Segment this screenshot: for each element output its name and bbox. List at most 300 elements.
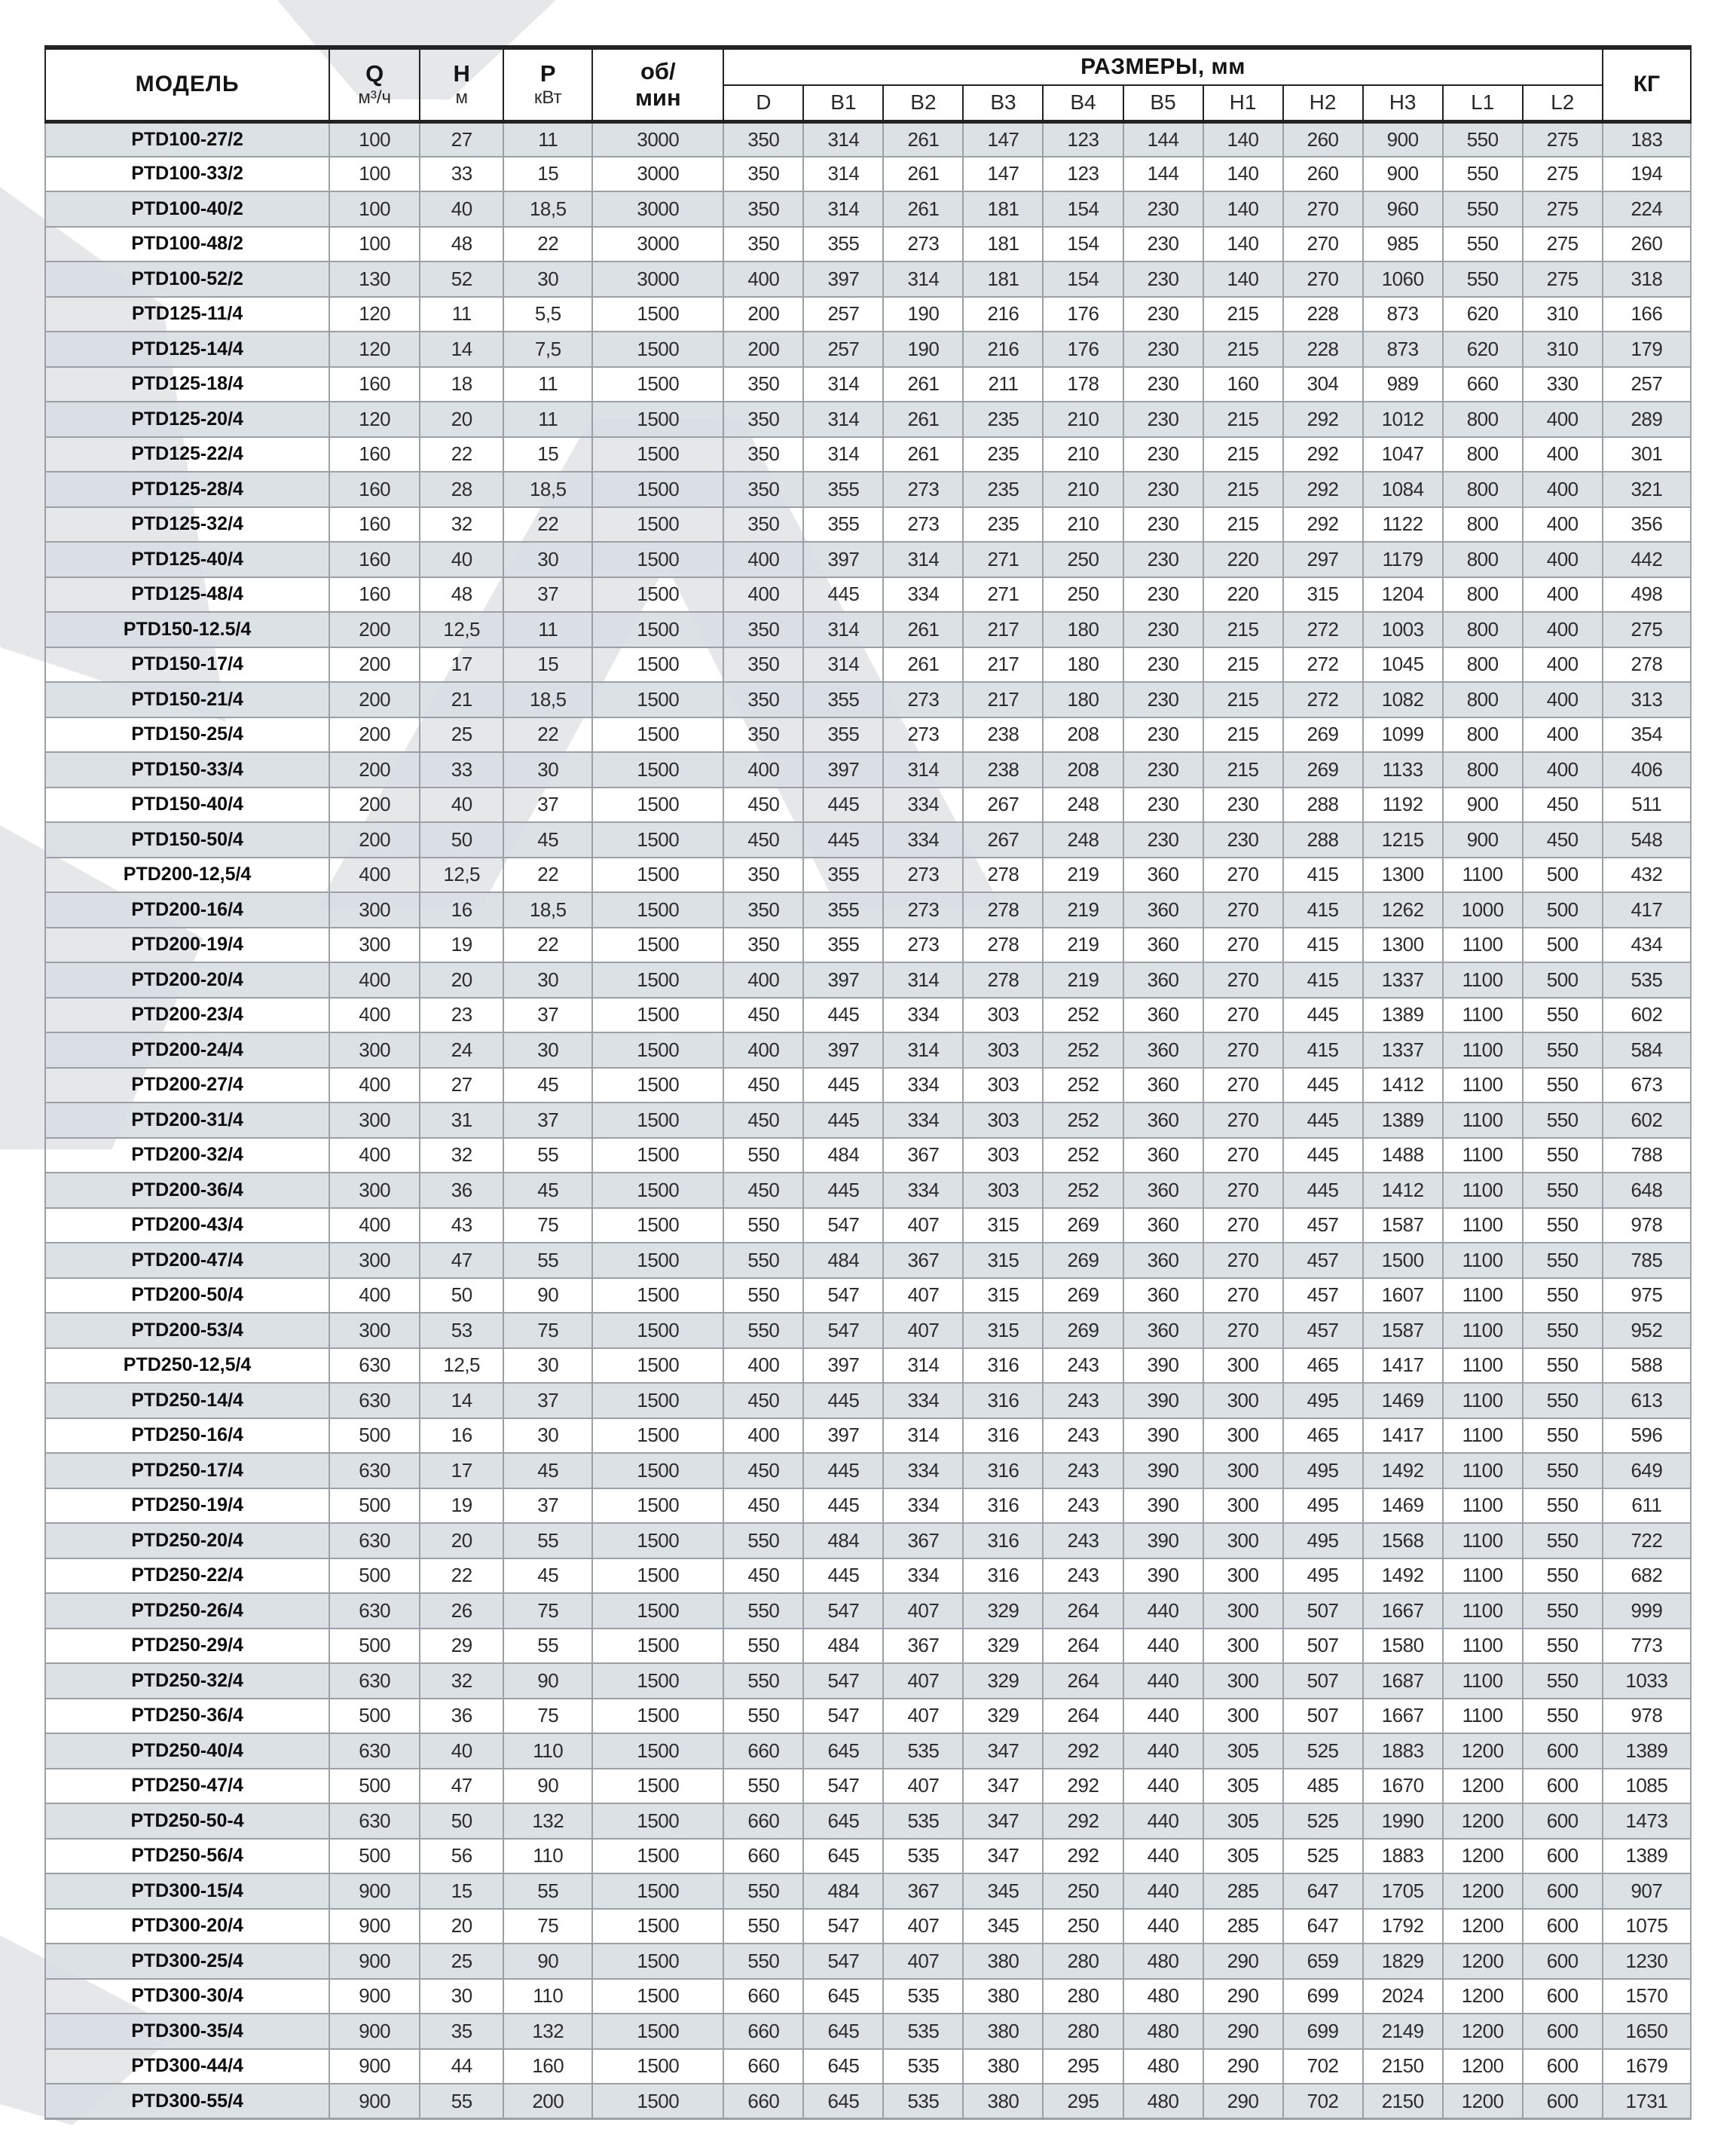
value-cell: 252 <box>1043 1138 1123 1173</box>
value-cell: 550 <box>1523 1348 1603 1384</box>
value-cell: 305 <box>1203 1733 1283 1769</box>
value-cell: 75 <box>503 1699 592 1734</box>
value-cell: 440 <box>1123 1909 1203 1944</box>
model-cell: PTD300-15/4 <box>45 1873 329 1909</box>
model-cell: PTD150-33/4 <box>45 752 329 788</box>
value-cell: 35 <box>420 2014 503 2049</box>
value-cell: 55 <box>503 1523 592 1558</box>
value-cell: 1100 <box>1443 1348 1523 1384</box>
value-cell: 285 <box>1203 1909 1283 1944</box>
value-cell: 300 <box>1203 1629 1283 1664</box>
value-cell: 613 <box>1603 1383 1691 1418</box>
value-cell: 216 <box>963 297 1043 332</box>
value-cell: 37 <box>503 788 592 823</box>
model-cell: PTD200-27/4 <box>45 1068 329 1103</box>
value-cell: 300 <box>1203 1453 1283 1488</box>
table-row <box>45 437 1691 473</box>
value-cell: 211 <box>963 367 1043 402</box>
value-cell: 292 <box>1043 1839 1123 1874</box>
value-cell: 999 <box>1603 1593 1691 1629</box>
value-cell: 550 <box>723 1278 803 1314</box>
value-cell: 550 <box>723 1138 803 1173</box>
value-cell: 535 <box>883 2014 963 2049</box>
value-cell: 230 <box>1123 788 1203 823</box>
value-cell: 350 <box>723 191 803 227</box>
q-label: Q <box>365 60 384 87</box>
value-cell: 334 <box>883 1383 963 1418</box>
value-cell: 800 <box>1443 402 1523 437</box>
value-cell: 334 <box>883 788 963 823</box>
value-cell: 22 <box>503 507 592 543</box>
value-cell: 1570 <box>1603 1979 1691 2014</box>
value-cell: 648 <box>1603 1173 1691 1208</box>
table-row <box>45 928 1691 963</box>
value-cell: 722 <box>1603 1523 1691 1558</box>
value-cell: 292 <box>1283 402 1363 437</box>
value-cell: 800 <box>1443 752 1523 788</box>
value-cell: 75 <box>503 1313 592 1348</box>
value-cell: 90 <box>503 1278 592 1314</box>
value-cell: 270 <box>1203 1278 1283 1314</box>
value-cell: 200 <box>329 612 420 647</box>
value-cell: 380 <box>963 1944 1043 1979</box>
value-cell: 248 <box>1043 822 1123 858</box>
value-cell: 550 <box>723 1909 803 1944</box>
value-cell: 600 <box>1523 1944 1603 1979</box>
value-cell: 20 <box>420 962 503 998</box>
model-cell: PTD250-26/4 <box>45 1593 329 1629</box>
value-cell: 140 <box>1203 157 1283 192</box>
value-cell: 270 <box>1203 928 1283 963</box>
value-cell: 547 <box>803 1208 883 1243</box>
value-cell: 445 <box>803 788 883 823</box>
value-cell: 215 <box>1203 472 1283 507</box>
value-cell: 230 <box>1123 402 1203 437</box>
value-cell: 550 <box>1523 1068 1603 1103</box>
value-cell: 660 <box>723 2014 803 2049</box>
value-cell: 550 <box>1523 1629 1603 1664</box>
value-cell: 550 <box>1443 157 1523 192</box>
value-cell: 350 <box>723 472 803 507</box>
value-cell: 270 <box>1203 1313 1283 1348</box>
value-cell: 367 <box>883 1523 963 1558</box>
value-cell: 432 <box>1603 858 1691 893</box>
value-cell: 347 <box>963 1839 1043 1874</box>
value-cell: 1417 <box>1363 1418 1443 1454</box>
value-cell: 550 <box>1523 1243 1603 1278</box>
value-cell: 315 <box>963 1278 1043 1314</box>
value-cell: 354 <box>1603 717 1691 753</box>
value-cell: 14 <box>420 332 503 367</box>
value-cell: 292 <box>1043 1803 1123 1839</box>
value-cell: 1262 <box>1363 892 1443 928</box>
q-unit: м³/ч <box>358 87 392 108</box>
value-cell: 600 <box>1523 1979 1603 2014</box>
value-cell: 407 <box>883 1278 963 1314</box>
table-row <box>45 752 1691 788</box>
model-cell: PTD200-20/4 <box>45 962 329 998</box>
value-cell: 273 <box>883 717 963 753</box>
value-cell: 548 <box>1603 822 1691 858</box>
value-cell: 500 <box>329 1488 420 1524</box>
value-cell: 230 <box>1203 822 1283 858</box>
value-cell: 200 <box>329 717 420 753</box>
value-cell: 314 <box>803 612 883 647</box>
value-cell: 260 <box>1283 157 1363 192</box>
value-cell: 252 <box>1043 998 1123 1033</box>
value-cell: 275 <box>1523 261 1603 297</box>
value-cell: 900 <box>1443 788 1523 823</box>
value-cell: 2149 <box>1363 2014 1443 2049</box>
value-cell: 48 <box>420 227 503 262</box>
col-header-model: МОДЕЛЬ <box>45 47 329 121</box>
value-cell: 1687 <box>1363 1663 1443 1699</box>
value-cell: 350 <box>723 647 803 683</box>
model-cell: PTD125-11/4 <box>45 297 329 332</box>
value-cell: 315 <box>963 1313 1043 1348</box>
value-cell: 400 <box>1523 437 1603 473</box>
value-cell: 316 <box>963 1383 1043 1418</box>
value-cell: 238 <box>963 717 1043 753</box>
value-cell: 465 <box>1283 1348 1363 1384</box>
value-cell: 1085 <box>1603 1769 1691 1804</box>
value-cell: 480 <box>1123 2014 1203 2049</box>
value-cell: 183 <box>1603 121 1691 157</box>
value-cell: 314 <box>883 1418 963 1454</box>
value-cell: 355 <box>803 858 883 893</box>
value-cell: 1000 <box>1443 892 1523 928</box>
value-cell: 485 <box>1283 1769 1363 1804</box>
value-cell: 270 <box>1203 858 1283 893</box>
model-cell: PTD250-36/4 <box>45 1699 329 1734</box>
value-cell: 602 <box>1603 998 1691 1033</box>
value-cell: 1731 <box>1603 2084 1691 2119</box>
value-cell: 550 <box>1523 1558 1603 1594</box>
value-cell: 1705 <box>1363 1873 1443 1909</box>
table-row <box>45 261 1691 297</box>
table-row <box>45 1383 1691 1418</box>
value-cell: 630 <box>329 1383 420 1418</box>
table-row <box>45 1173 1691 1208</box>
model-cell: PTD200-31/4 <box>45 1103 329 1138</box>
value-cell: 630 <box>329 1803 420 1839</box>
value-cell: 440 <box>1123 1733 1203 1769</box>
value-cell: 484 <box>803 1243 883 1278</box>
value-cell: 303 <box>963 1032 1043 1068</box>
value-cell: 400 <box>1523 647 1603 683</box>
value-cell: 243 <box>1043 1453 1123 1488</box>
value-cell: 1500 <box>592 1558 723 1594</box>
model-cell: PTD125-22/4 <box>45 437 329 473</box>
value-cell: 630 <box>329 1523 420 1558</box>
value-cell: 1500 <box>592 1803 723 1839</box>
value-cell: 550 <box>1523 1278 1603 1314</box>
value-cell: 400 <box>723 1418 803 1454</box>
value-cell: 1179 <box>1363 542 1443 577</box>
value-cell: 11 <box>503 402 592 437</box>
value-cell: 550 <box>1523 1488 1603 1524</box>
value-cell: 210 <box>1043 472 1123 507</box>
value-cell: 147 <box>963 157 1043 192</box>
value-cell: 1500 <box>592 1173 723 1208</box>
value-cell: 303 <box>963 1068 1043 1103</box>
value-cell: 1100 <box>1443 1278 1523 1314</box>
value-cell: 1200 <box>1443 1944 1523 1979</box>
value-cell: 50 <box>420 822 503 858</box>
value-cell: 445 <box>803 1488 883 1524</box>
value-cell: 1082 <box>1363 682 1443 717</box>
value-cell: 788 <box>1603 1138 1691 1173</box>
value-cell: 275 <box>1523 121 1603 157</box>
model-cell: PTD150-17/4 <box>45 647 329 683</box>
value-cell: 647 <box>1283 1873 1363 1909</box>
value-cell: 699 <box>1283 2014 1363 2049</box>
value-cell: 500 <box>329 1558 420 1594</box>
value-cell: 1100 <box>1443 1453 1523 1488</box>
value-cell: 1100 <box>1443 1103 1523 1138</box>
value-cell: 2150 <box>1363 2084 1443 2119</box>
col-header-l2: L2 <box>1523 85 1603 121</box>
value-cell: 397 <box>803 1418 883 1454</box>
value-cell: 273 <box>883 858 963 893</box>
value-cell: 215 <box>1203 647 1283 683</box>
value-cell: 23 <box>420 998 503 1033</box>
value-cell: 30 <box>503 1348 592 1384</box>
value-cell: 347 <box>963 1769 1043 1804</box>
value-cell: 356 <box>1603 507 1691 543</box>
value-cell: 215 <box>1203 682 1283 717</box>
value-cell: 3000 <box>592 227 723 262</box>
value-cell: 269 <box>1043 1313 1123 1348</box>
value-cell: 269 <box>1043 1208 1123 1243</box>
value-cell: 28 <box>420 472 503 507</box>
model-cell: PTD250-19/4 <box>45 1488 329 1524</box>
value-cell: 90 <box>503 1663 592 1699</box>
value-cell: 270 <box>1283 227 1363 262</box>
value-cell: 525 <box>1283 1839 1363 1874</box>
value-cell: 140 <box>1203 261 1283 297</box>
value-cell: 495 <box>1283 1558 1363 1594</box>
value-cell: 290 <box>1203 2014 1283 2049</box>
value-cell: 400 <box>329 858 420 893</box>
value-cell: 1667 <box>1363 1699 1443 1734</box>
value-cell: 1500 <box>592 472 723 507</box>
value-cell: 480 <box>1123 1979 1203 2014</box>
value-cell: 1100 <box>1443 1629 1523 1664</box>
value-cell: 360 <box>1123 1103 1203 1138</box>
value-cell: 480 <box>1123 1944 1203 1979</box>
value-cell: 210 <box>1043 507 1123 543</box>
value-cell: 292 <box>1283 507 1363 543</box>
value-cell: 123 <box>1043 121 1123 157</box>
value-cell: 264 <box>1043 1629 1123 1664</box>
value-cell: 37 <box>503 1488 592 1524</box>
value-cell: 15 <box>420 1873 503 1909</box>
value-cell: 273 <box>883 472 963 507</box>
table-row <box>45 1663 1691 1699</box>
value-cell: 1500 <box>592 647 723 683</box>
model-cell: PTD125-18/4 <box>45 367 329 402</box>
value-cell: 230 <box>1123 717 1203 753</box>
value-cell: 550 <box>723 1629 803 1664</box>
value-cell: 1500 <box>592 1278 723 1314</box>
value-cell: 100 <box>329 121 420 157</box>
value-cell: 350 <box>723 402 803 437</box>
value-cell: 53 <box>420 1313 503 1348</box>
value-cell: 390 <box>1123 1418 1203 1454</box>
col-header-dimensions: РАЗМЕРЫ, мм <box>723 47 1602 85</box>
value-cell: 1469 <box>1363 1383 1443 1418</box>
value-cell: 1500 <box>592 1032 723 1068</box>
value-cell: 457 <box>1283 1208 1363 1243</box>
value-cell: 500 <box>329 1839 420 1874</box>
value-cell: 264 <box>1043 1699 1123 1734</box>
value-cell: 900 <box>1363 121 1443 157</box>
value-cell: 22 <box>503 717 592 753</box>
value-cell: 313 <box>1603 682 1691 717</box>
value-cell: 440 <box>1123 1769 1203 1804</box>
value-cell: 215 <box>1203 612 1283 647</box>
value-cell: 278 <box>963 928 1043 963</box>
value-cell: 1670 <box>1363 1769 1443 1804</box>
table-row <box>45 998 1691 1033</box>
value-cell: 390 <box>1123 1453 1203 1488</box>
value-cell: 31 <box>420 1103 503 1138</box>
value-cell: 445 <box>803 577 883 613</box>
value-cell: 630 <box>329 1663 420 1699</box>
value-cell: 1100 <box>1443 1488 1523 1524</box>
value-cell: 270 <box>1203 998 1283 1033</box>
value-cell: 47 <box>420 1243 503 1278</box>
table-row <box>45 1418 1691 1454</box>
value-cell: 154 <box>1043 227 1123 262</box>
value-cell: 345 <box>963 1873 1043 1909</box>
value-cell: 400 <box>1523 507 1603 543</box>
value-cell: 1100 <box>1443 1173 1523 1208</box>
table-row <box>45 1032 1691 1068</box>
value-cell: 160 <box>329 472 420 507</box>
value-cell: 407 <box>883 1663 963 1699</box>
value-cell: 316 <box>963 1453 1043 1488</box>
value-cell: 329 <box>963 1663 1043 1699</box>
value-cell: 1500 <box>592 717 723 753</box>
value-cell: 243 <box>1043 1418 1123 1454</box>
table-row <box>45 191 1691 227</box>
value-cell: 37 <box>503 577 592 613</box>
value-cell: 200 <box>503 2084 592 2119</box>
value-cell: 11 <box>503 367 592 402</box>
value-cell: 321 <box>1603 472 1691 507</box>
value-cell: 360 <box>1123 892 1203 928</box>
value-cell: 900 <box>329 2014 420 2049</box>
value-cell: 12,5 <box>420 612 503 647</box>
value-cell: 273 <box>883 227 963 262</box>
value-cell: 21 <box>420 682 503 717</box>
table-row <box>45 297 1691 332</box>
value-cell: 230 <box>1123 367 1203 402</box>
table-row <box>45 2049 1691 2084</box>
value-cell: 1500 <box>592 367 723 402</box>
value-cell: 800 <box>1443 507 1523 543</box>
value-cell: 314 <box>883 752 963 788</box>
value-cell: 45 <box>503 1558 592 1594</box>
value-cell: 300 <box>329 1243 420 1278</box>
value-cell: 355 <box>803 507 883 543</box>
value-cell: 280 <box>1043 1944 1123 1979</box>
value-cell: 181 <box>963 261 1043 297</box>
model-cell: PTD300-20/4 <box>45 1909 329 1944</box>
value-cell: 1473 <box>1603 1803 1691 1839</box>
value-cell: 1500 <box>592 1839 723 1874</box>
value-cell: 600 <box>1523 1733 1603 1769</box>
value-cell: 166 <box>1603 297 1691 332</box>
value-cell: 190 <box>883 297 963 332</box>
table-row <box>45 1208 1691 1243</box>
value-cell: 17 <box>420 1453 503 1488</box>
value-cell: 285 <box>1203 1873 1283 1909</box>
table-row <box>45 577 1691 613</box>
value-cell: 1417 <box>1363 1348 1443 1384</box>
value-cell: 243 <box>1043 1348 1123 1384</box>
value-cell: 300 <box>1203 1418 1283 1454</box>
value-cell: 30 <box>503 542 592 577</box>
value-cell: 269 <box>1043 1278 1123 1314</box>
value-cell: 1500 <box>592 1208 723 1243</box>
model-cell: PTD150-21/4 <box>45 682 329 717</box>
value-cell: 144 <box>1123 157 1203 192</box>
value-cell: 273 <box>883 507 963 543</box>
value-cell: 1883 <box>1363 1839 1443 1874</box>
value-cell: 500 <box>1523 892 1603 928</box>
value-cell: 360 <box>1123 1243 1203 1278</box>
value-cell: 273 <box>883 682 963 717</box>
value-cell: 1200 <box>1443 2084 1523 2119</box>
value-cell: 1500 <box>592 1418 723 1454</box>
value-cell: 550 <box>1443 227 1523 262</box>
value-cell: 230 <box>1203 788 1283 823</box>
value-cell: 1500 <box>592 1313 723 1348</box>
value-cell: 215 <box>1203 297 1283 332</box>
value-cell: 960 <box>1363 191 1443 227</box>
value-cell: 600 <box>1523 1769 1603 1804</box>
value-cell: 243 <box>1043 1488 1123 1524</box>
value-cell: 215 <box>1203 437 1283 473</box>
value-cell: 1500 <box>592 1453 723 1488</box>
value-cell: 44 <box>420 2049 503 2084</box>
value-cell: 15 <box>503 647 592 683</box>
value-cell: 334 <box>883 822 963 858</box>
value-cell: 525 <box>1283 1803 1363 1839</box>
table-row <box>45 788 1691 823</box>
value-cell: 18,5 <box>503 472 592 507</box>
value-cell: 29 <box>420 1629 503 1664</box>
value-cell: 1300 <box>1363 928 1443 963</box>
value-cell: 480 <box>1123 2049 1203 2084</box>
value-cell: 355 <box>803 227 883 262</box>
value-cell: 1500 <box>592 1873 723 1909</box>
value-cell: 179 <box>1603 332 1691 367</box>
model-cell: PTD250-47/4 <box>45 1769 329 1804</box>
value-cell: 350 <box>723 858 803 893</box>
value-cell: 1337 <box>1363 962 1443 998</box>
value-cell: 230 <box>1123 822 1203 858</box>
value-cell: 400 <box>723 962 803 998</box>
value-cell: 310 <box>1523 297 1603 332</box>
value-cell: 316 <box>963 1418 1043 1454</box>
value-cell: 45 <box>503 1068 592 1103</box>
value-cell: 329 <box>963 1699 1043 1734</box>
value-cell: 649 <box>1603 1453 1691 1488</box>
